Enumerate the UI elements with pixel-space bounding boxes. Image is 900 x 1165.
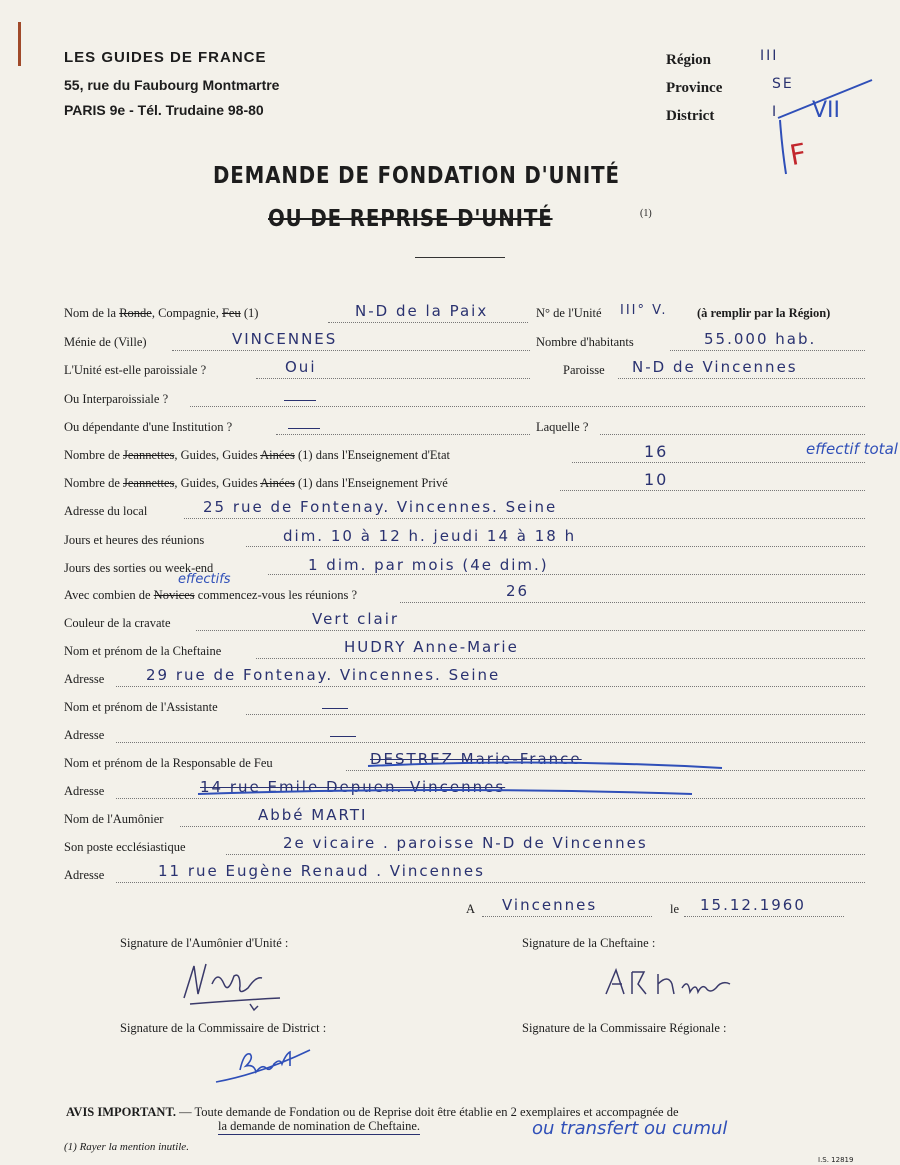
numero-note: (à remplir par la Région) bbox=[697, 306, 831, 320]
sig-cheftaine-signature[interactable] bbox=[602, 964, 752, 1004]
avis-line1: AVIS IMPORTANT. — Toute demande de Fondation ou de Reprise doit être établie en 2 exemplaires et accompagnée de bbox=[66, 1105, 679, 1119]
title-footnote-ref: (1) bbox=[640, 208, 652, 219]
date-a-label: A bbox=[466, 902, 476, 916]
menie-label: Ménie de (Ville) bbox=[64, 335, 147, 349]
region-value: III bbox=[760, 48, 779, 64]
etat-value[interactable]: 16 bbox=[644, 442, 669, 461]
date-value[interactable]: 15.12.1960 bbox=[700, 896, 806, 914]
combien-annotation: effectifs bbox=[178, 572, 231, 587]
adresse2-dash bbox=[330, 736, 356, 737]
local-label: Adresse du local bbox=[64, 504, 148, 518]
adresse3-value[interactable]: 14 rue Emile Depuen. Vincennes bbox=[200, 778, 506, 796]
district-label: District bbox=[666, 108, 715, 124]
district-bracket bbox=[768, 78, 878, 178]
staple-mark bbox=[18, 22, 21, 66]
avis-annotation: ou transfert ou cumul bbox=[532, 1118, 728, 1139]
nom-label: Nom de la Ronde, Compagnie, Feu (1) bbox=[64, 306, 259, 320]
sig-cheftaine-label: Signature de la Cheftaine : bbox=[522, 936, 656, 950]
paroissiale-label: L'Unité est-elle paroissiale ? bbox=[64, 363, 207, 377]
interparoissiale-dash bbox=[284, 400, 316, 401]
province-label: Province bbox=[666, 80, 723, 96]
reunions-value[interactable]: dim. 10 à 12 h. jeudi 14 à 18 h bbox=[283, 527, 577, 545]
habitants-label: Nombre d'habitants bbox=[536, 335, 634, 349]
province-value: SE bbox=[772, 76, 794, 92]
adresse3-strike bbox=[196, 784, 696, 800]
prive-value[interactable]: 10 bbox=[644, 470, 669, 489]
poste-label: Son poste ecclésiastique bbox=[64, 840, 186, 854]
org-name: LES GUIDES DE FRANCE bbox=[64, 49, 267, 66]
form-subtitle: OU DE REPRISE D'UNITÉ bbox=[268, 206, 553, 232]
combien-label: Avec combien de Novices commencez-vous les réunions ? bbox=[64, 588, 358, 602]
institution-dash bbox=[288, 428, 320, 429]
cravate-label: Couleur de la cravate bbox=[64, 616, 171, 630]
nom-value[interactable]: N-D de la Paix bbox=[355, 302, 489, 320]
org-address: 55, rue du Faubourg Montmartre bbox=[64, 77, 280, 93]
poste-value[interactable]: 2e vicaire . paroisse N-D de Vincennes bbox=[283, 834, 648, 852]
region-label: Région bbox=[666, 52, 711, 68]
date-place[interactable]: Vincennes bbox=[502, 896, 598, 914]
reunions-label: Jours et heures des réunions bbox=[64, 533, 205, 547]
cheftaine-value[interactable]: HUDRY Anne-Marie bbox=[344, 638, 519, 656]
form-title: DEMANDE DE FONDATION D'UNITÉ bbox=[213, 163, 620, 189]
habitants-value[interactable]: 55.000 hab. bbox=[704, 330, 817, 348]
district-letter: F bbox=[787, 136, 809, 173]
district-value: I bbox=[772, 104, 779, 120]
org-city: PARIS 9e - Tél. Trudaine 98-80 bbox=[64, 102, 264, 118]
aumonier-label: Nom de l'Aumônier bbox=[64, 812, 164, 826]
assistante-label: Nom et prénom de l'Assistante bbox=[64, 700, 218, 714]
laquelle-label: Laquelle ? bbox=[536, 420, 589, 434]
adresse1-value[interactable]: 29 rue de Fontenay. Vincennes. Seine bbox=[146, 666, 501, 684]
sig-district-signature[interactable] bbox=[210, 1040, 320, 1090]
paroissiale-value[interactable]: Oui bbox=[285, 358, 317, 376]
prive-label: Nombre de Jeannettes, Guides, Guides Ainées (1) dans l'Enseignement Privé bbox=[64, 476, 448, 490]
adresse2-label: Adresse bbox=[64, 728, 105, 742]
interparoissiale-label: Ou Interparoissiale ? bbox=[64, 392, 169, 406]
cheftaine-label: Nom et prénom de la Cheftaine bbox=[64, 644, 222, 658]
district-annotation: VII bbox=[812, 98, 841, 123]
responsable-strike bbox=[366, 756, 726, 772]
cravate-value[interactable]: Vert clair bbox=[312, 610, 400, 628]
sorties-value[interactable]: 1 dim. par mois (4e dim.) bbox=[308, 556, 549, 574]
sig-aumonier-label: Signature de l'Aumônier d'Unité : bbox=[120, 936, 289, 950]
adresse1-label: Adresse bbox=[64, 672, 105, 686]
etat-label: Nombre de Jeannettes, Guides, Guides Ainées (1) dans l'Enseignement d'Etat bbox=[64, 448, 451, 462]
avis-line2: la demande de nomination de Cheftaine. bbox=[218, 1119, 421, 1133]
footnote: (1) Rayer la mention inutile. bbox=[64, 1141, 189, 1153]
adresse4-value[interactable]: 11 rue Eugène Renaud . Vincennes bbox=[158, 862, 485, 880]
print-code: I.S. 12819 bbox=[818, 1156, 854, 1164]
paroisse-label: Paroisse bbox=[563, 363, 605, 377]
sorties-label: Jours des sorties ou week-end bbox=[64, 561, 214, 575]
aumonier-value[interactable]: Abbé MARTI bbox=[258, 806, 368, 824]
combien-value[interactable]: 26 bbox=[506, 582, 530, 600]
responsable-value[interactable]: DESTREZ Marie-France bbox=[370, 750, 582, 768]
date-le-label: le bbox=[670, 902, 680, 916]
sig-district-label: Signature de la Commissaire de District : bbox=[120, 1021, 327, 1035]
sig-regionale-label: Signature de la Commissaire Régionale : bbox=[522, 1021, 727, 1035]
adresse4-label: Adresse bbox=[64, 868, 105, 882]
title-divider bbox=[415, 257, 505, 258]
institution-label: Ou dépendante d'une Institution ? bbox=[64, 420, 233, 434]
responsable-label: Nom et prénom de la Responsable de Feu bbox=[64, 756, 273, 770]
assistante-dash bbox=[322, 708, 348, 709]
numero-label: N° de l'Unité bbox=[536, 306, 602, 320]
numero-value[interactable]: III° V. bbox=[620, 303, 668, 318]
paroisse-value[interactable]: N-D de Vincennes bbox=[632, 358, 798, 376]
etat-annotation: effectif total bbox=[806, 440, 898, 458]
local-value[interactable]: 25 rue de Fontenay. Vincennes. Seine bbox=[203, 498, 558, 516]
sig-aumonier-signature[interactable] bbox=[172, 954, 302, 1014]
menie-value[interactable]: VINCENNES bbox=[232, 330, 338, 348]
adresse3-label: Adresse bbox=[64, 784, 105, 798]
